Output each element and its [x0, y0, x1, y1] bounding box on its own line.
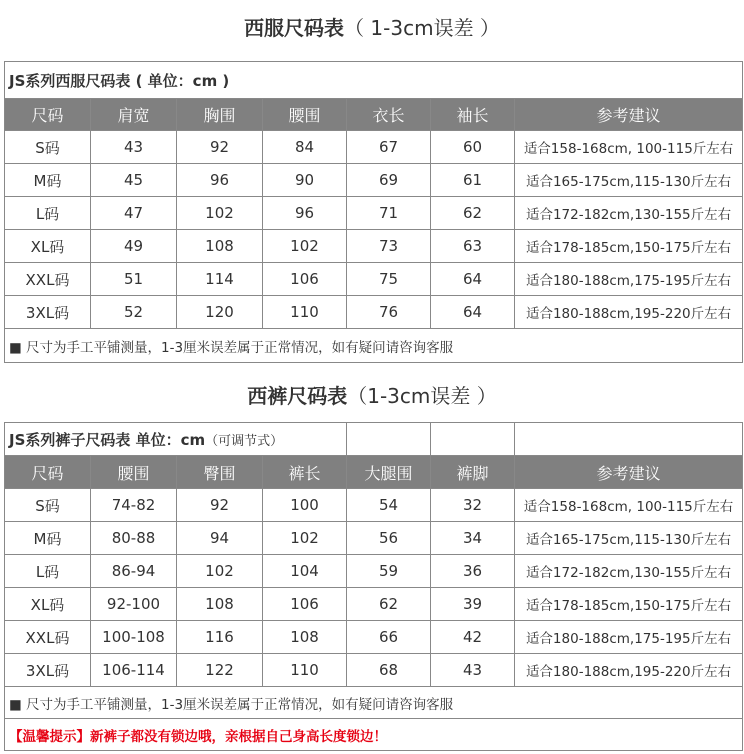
pants-header-cell: 大腿围	[347, 456, 431, 489]
table-cell: 108	[177, 588, 263, 621]
table-cell: 84	[263, 131, 347, 164]
table-cell: 114	[177, 263, 263, 296]
table-cell: 94	[177, 522, 263, 555]
table-cell: L码	[5, 555, 91, 588]
table-row	[5, 621, 743, 654]
pants-header-cell: 腰围	[91, 456, 177, 489]
suit-table-title	[0, 12, 744, 41]
table-row	[5, 555, 743, 588]
suit-title-text: 西服尺码表	[244, 16, 345, 40]
table-cell: 适合178-185cm,150-175斤左右	[515, 230, 743, 263]
table-cell: 100	[263, 489, 347, 522]
table-cell: 66	[347, 621, 431, 654]
table-cell: 75	[347, 263, 431, 296]
table-cell: M码	[5, 522, 91, 555]
pants-header-cell: 尺码	[5, 456, 91, 489]
suit-size-table	[4, 61, 743, 363]
table-cell: 47	[91, 197, 177, 230]
suit-title-sub: （ 1-3cm误差 ）	[344, 16, 500, 40]
pants-caption	[5, 423, 347, 456]
pants-table-title	[0, 380, 744, 409]
table-cell: 96	[263, 197, 347, 230]
blank-cell	[347, 423, 431, 456]
table-row	[5, 522, 743, 555]
table-row	[5, 197, 743, 230]
table-cell: 100-108	[91, 621, 177, 654]
table-cell: XL码	[5, 230, 91, 263]
table-cell: 92	[177, 489, 263, 522]
table-cell: XXL码	[5, 621, 91, 654]
table-cell: 120	[177, 296, 263, 329]
table-cell: 45	[91, 164, 177, 197]
table-cell: 适合180-188cm,195-220斤左右	[515, 654, 743, 687]
table-cell: 适合172-182cm,130-155斤左右	[515, 555, 743, 588]
table-cell: 适合180-188cm,175-195斤左右	[515, 263, 743, 296]
table-cell: 116	[177, 621, 263, 654]
suit-header-cell: 衣长	[347, 99, 431, 131]
table-cell: 42	[431, 621, 515, 654]
table-cell: 110	[263, 296, 347, 329]
pants-caption-text: JS系列裤子尺码表 单位：cm	[9, 430, 206, 449]
table-cell: 59	[347, 555, 431, 588]
pants-size-table	[4, 422, 743, 751]
pants-caption-small: （可调节式）	[205, 433, 284, 449]
table-row	[5, 296, 743, 329]
table-row	[5, 263, 743, 296]
table-cell: 106-114	[91, 654, 177, 687]
table-cell: 102	[177, 555, 263, 588]
pants-header-cell: 参考建议	[515, 456, 743, 489]
pants-title-sub: （1-3cm误差 ）	[347, 384, 497, 408]
pants-header-row	[5, 456, 743, 489]
table-cell: 60	[431, 131, 515, 164]
table-cell: 63	[431, 230, 515, 263]
table-cell: 80-88	[91, 522, 177, 555]
table-row	[5, 230, 743, 263]
table-cell: 106	[263, 588, 347, 621]
table-cell: 102	[177, 197, 263, 230]
table-cell: 适合165-175cm,115-130斤左右	[515, 522, 743, 555]
table-cell: 32	[431, 489, 515, 522]
table-cell: XL码	[5, 588, 91, 621]
table-cell: 96	[177, 164, 263, 197]
table-cell: 104	[263, 555, 347, 588]
table-cell: 106	[263, 263, 347, 296]
blank-cell	[515, 423, 743, 456]
suit-header-cell: 肩宽	[91, 99, 177, 131]
suit-header-cell: 参考建议	[515, 99, 743, 131]
table-cell: 36	[431, 555, 515, 588]
table-cell: 86-94	[91, 555, 177, 588]
table-cell: 102	[263, 230, 347, 263]
table-cell: 适合180-188cm,195-220斤左右	[515, 296, 743, 329]
pants-header-cell: 臀围	[177, 456, 263, 489]
table-cell: 54	[347, 489, 431, 522]
table-cell: 51	[91, 263, 177, 296]
table-cell: XXL码	[5, 263, 91, 296]
table-cell: 76	[347, 296, 431, 329]
table-cell: 适合158-168cm, 100-115斤左右	[515, 131, 743, 164]
table-cell: 62	[347, 588, 431, 621]
table-cell: 68	[347, 654, 431, 687]
table-row	[5, 588, 743, 621]
table-row	[5, 131, 743, 164]
table-cell: 108	[177, 230, 263, 263]
table-row	[5, 489, 743, 522]
table-cell: 49	[91, 230, 177, 263]
table-cell: 43	[431, 654, 515, 687]
table-cell: 61	[431, 164, 515, 197]
table-cell: 64	[431, 296, 515, 329]
pants-note: ■ 尺寸为手工平铺测量，1-3厘米误差属于正常情况，如有疑问请咨询客服	[5, 687, 743, 719]
table-cell: 3XL码	[5, 654, 91, 687]
suit-note: ■ 尺寸为手工平铺测量，1-3厘米误差属于正常情况，如有疑问请咨询客服	[5, 329, 743, 363]
suit-header-cell: 尺码	[5, 99, 91, 131]
table-cell: 适合180-188cm,175-195斤左右	[515, 621, 743, 654]
table-cell: 92	[177, 131, 263, 164]
pants-header-cell: 裤长	[263, 456, 347, 489]
table-row	[5, 164, 743, 197]
table-cell: 适合165-175cm,115-130斤左右	[515, 164, 743, 197]
table-cell: 64	[431, 263, 515, 296]
suit-header-row	[5, 99, 743, 131]
table-cell: S码	[5, 489, 91, 522]
table-cell: 90	[263, 164, 347, 197]
table-cell: 39	[431, 588, 515, 621]
table-cell: 92-100	[91, 588, 177, 621]
suit-caption: JS系列西服尺码表 ( 单位：cm )	[5, 62, 743, 99]
suit-header-cell: 胸围	[177, 99, 263, 131]
pants-warning: 【温馨提示】新裤子都没有锁边哦，亲根据自己身高长度锁边！	[5, 719, 743, 751]
table-cell: 74-82	[91, 489, 177, 522]
suit-header-cell: 腰围	[263, 99, 347, 131]
pants-header-cell: 裤脚	[431, 456, 515, 489]
table-cell: 52	[91, 296, 177, 329]
table-cell: 适合178-185cm,150-175斤左右	[515, 588, 743, 621]
table-cell: 34	[431, 522, 515, 555]
table-cell: 43	[91, 131, 177, 164]
table-cell: 67	[347, 131, 431, 164]
table-cell: 69	[347, 164, 431, 197]
table-cell: 适合172-182cm,130-155斤左右	[515, 197, 743, 230]
table-cell: 71	[347, 197, 431, 230]
blank-cell	[431, 423, 515, 456]
pants-title-text: 西裤尺码表	[247, 384, 348, 408]
table-cell: S码	[5, 131, 91, 164]
table-cell: 122	[177, 654, 263, 687]
table-cell: 73	[347, 230, 431, 263]
table-cell: 3XL码	[5, 296, 91, 329]
table-cell: 110	[263, 654, 347, 687]
table-cell: M码	[5, 164, 91, 197]
table-cell: 108	[263, 621, 347, 654]
table-cell: 适合158-168cm, 100-115斤左右	[515, 489, 743, 522]
table-cell: 62	[431, 197, 515, 230]
table-cell: L码	[5, 197, 91, 230]
suit-header-cell: 袖长	[431, 99, 515, 131]
table-cell: 56	[347, 522, 431, 555]
table-row	[5, 654, 743, 687]
table-cell: 102	[263, 522, 347, 555]
